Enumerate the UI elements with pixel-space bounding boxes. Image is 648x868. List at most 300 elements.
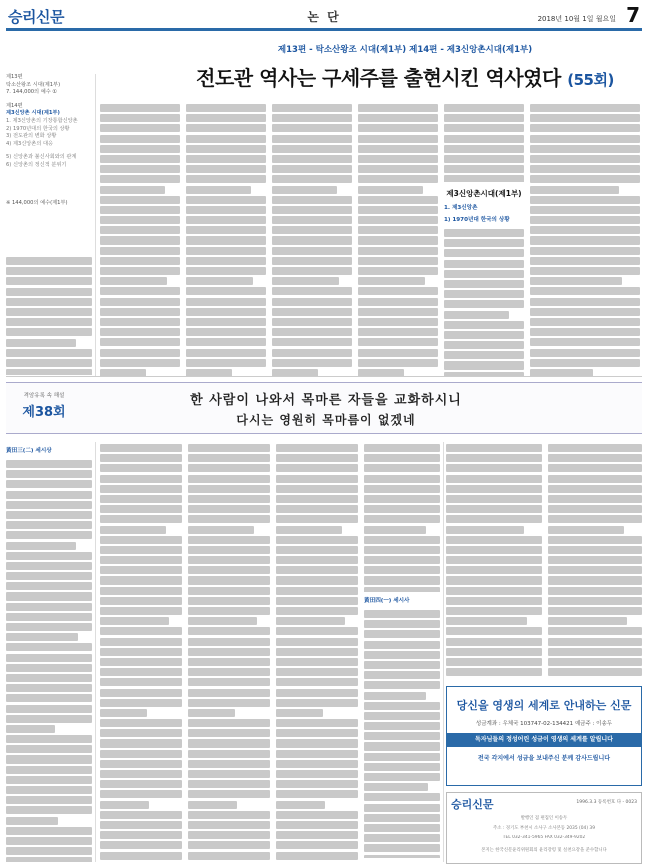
text-line — [276, 454, 358, 462]
text-line — [272, 369, 318, 376]
text-line — [100, 546, 182, 554]
text-line — [188, 790, 270, 798]
text-line — [188, 464, 270, 472]
text-line — [100, 556, 182, 564]
text-line — [530, 124, 640, 132]
text-line — [100, 576, 182, 584]
toc-item: 5) 신앙촌과 불신사회와의 관계 — [6, 154, 77, 161]
text-line — [276, 689, 358, 697]
text-line — [358, 257, 438, 265]
text-line — [276, 464, 358, 472]
text-line — [364, 556, 440, 564]
text-line — [100, 821, 182, 829]
text-line — [188, 515, 270, 523]
lower-column-7 — [548, 442, 642, 678]
text-line — [188, 546, 270, 554]
text-line — [186, 175, 266, 183]
text-line — [188, 668, 270, 676]
text-line — [6, 318, 92, 326]
text-line — [188, 495, 270, 503]
text-line — [272, 298, 352, 306]
text-line — [6, 257, 92, 265]
text-line — [530, 186, 619, 194]
text-line — [188, 485, 270, 493]
text-line — [100, 257, 180, 265]
text-line — [530, 236, 640, 244]
text-line — [364, 661, 440, 669]
toc-item: 1. 제3신앙촌의 기장통합신앙촌 — [6, 117, 78, 124]
text-line — [364, 804, 440, 812]
text-line — [188, 607, 270, 615]
text-line — [186, 236, 266, 244]
text-line — [100, 369, 146, 376]
text-line — [188, 638, 270, 646]
text-line — [276, 770, 358, 778]
text-line — [186, 114, 266, 122]
text-line — [100, 338, 180, 346]
text-line — [444, 290, 524, 298]
text-line — [6, 817, 58, 825]
text-line — [186, 338, 266, 346]
text-line — [186, 247, 266, 255]
toc-item-highlight: 제3신앙촌 시대(제1부) — [6, 110, 60, 117]
text-line — [272, 135, 352, 143]
text-line — [186, 349, 266, 357]
text-line — [548, 617, 627, 625]
text-line — [272, 186, 337, 194]
text-line — [446, 648, 542, 656]
text-line — [276, 841, 358, 849]
text-line — [6, 796, 92, 804]
text-line — [446, 495, 542, 503]
text-line — [276, 546, 358, 554]
text-line — [530, 267, 640, 275]
body-column-1 — [6, 255, 92, 375]
text-line — [364, 566, 440, 574]
column-text-bottom — [444, 227, 524, 376]
text-line — [446, 505, 542, 513]
text-line — [186, 145, 266, 153]
text-line — [100, 485, 182, 493]
section-title: 논 단 — [307, 10, 341, 24]
text-line — [530, 226, 640, 234]
text-line — [446, 515, 542, 523]
text-line — [358, 298, 438, 306]
text-line — [186, 287, 266, 295]
text-line — [6, 664, 92, 672]
lower-column-1 — [6, 442, 92, 862]
sidebar-section-heading: ※ 144,000의 예수(제1부) — [6, 199, 68, 206]
text-line — [530, 257, 640, 265]
body-column-5 — [358, 102, 438, 376]
text-line — [272, 349, 352, 357]
text-line — [188, 658, 270, 666]
column-text-top — [444, 102, 524, 182]
text-line — [444, 321, 524, 329]
banner-quote-line1: 한 사람이 나와서 목마른 자들을 교화하시니 — [190, 393, 462, 408]
text-line — [6, 511, 92, 519]
text-line — [6, 847, 92, 855]
text-line — [6, 491, 92, 499]
text-line — [272, 114, 352, 122]
text-line — [100, 155, 180, 163]
text-line — [186, 196, 266, 204]
article-title — [170, 62, 640, 91]
text-line — [530, 206, 640, 214]
text-line — [100, 566, 182, 574]
text-line — [276, 780, 358, 788]
text-line — [6, 470, 92, 478]
section-divider — [6, 376, 642, 377]
text-line — [6, 552, 92, 560]
text-line — [364, 495, 440, 503]
text-line — [446, 454, 542, 462]
toc-item: 4) 제3신앙촌의 대응 — [6, 140, 54, 147]
text-line — [272, 287, 352, 295]
text-line — [100, 104, 180, 112]
series-subheading: 1. 제3신앙촌 — [444, 205, 478, 211]
text-line — [530, 216, 640, 224]
text-line — [364, 753, 440, 761]
text-line — [530, 196, 640, 204]
text-line — [548, 505, 642, 513]
article-subtitle: 제13편 - 탁소산왕조 시대(제1부) 제14편 - 제3신앙촌시대(제1부) — [277, 45, 533, 55]
text-line — [444, 165, 524, 173]
info-box-account: 성금계좌 : 우체국 103747-02-134421 예금주 : 이송두 — [475, 721, 613, 727]
text-line — [188, 587, 270, 595]
text-line — [364, 834, 440, 842]
text-line — [100, 648, 182, 656]
text-line — [364, 651, 440, 659]
text-line — [6, 806, 92, 814]
text-line — [186, 308, 266, 316]
text-line — [276, 515, 358, 523]
text-line — [188, 709, 235, 717]
text-line — [100, 175, 180, 183]
text-line — [444, 341, 524, 349]
text-line — [444, 155, 524, 163]
text-line — [548, 566, 642, 574]
text-line — [364, 855, 440, 859]
text-line — [530, 359, 640, 367]
text-line — [188, 678, 270, 686]
text-line — [364, 824, 440, 832]
text-line — [444, 331, 524, 339]
text-line — [446, 556, 542, 564]
text-line — [530, 155, 640, 163]
text-line — [100, 852, 182, 860]
text-line — [548, 638, 642, 646]
text-line — [548, 556, 642, 564]
text-line — [446, 617, 527, 625]
text-line — [6, 521, 92, 529]
text-line — [444, 270, 524, 278]
text-line — [100, 597, 182, 605]
text-line — [364, 814, 440, 822]
text-line — [6, 308, 92, 316]
toc-item: 2) 1970년대의 한국의 상황 — [6, 125, 70, 132]
text-line — [6, 460, 92, 468]
text-line — [530, 369, 593, 376]
series-heading-mid: 제3신앙촌시대(제1부) — [446, 189, 522, 198]
text-line — [364, 732, 440, 740]
text-line — [188, 689, 270, 697]
body-column-7 — [530, 102, 640, 376]
text-line — [6, 654, 92, 662]
text-line — [276, 607, 358, 615]
text-line — [6, 328, 92, 336]
text-line — [276, 536, 358, 544]
text-line — [188, 526, 254, 534]
text-line — [100, 607, 182, 615]
text-line — [100, 709, 147, 717]
text-line — [364, 692, 426, 700]
text-line — [548, 464, 642, 472]
text-line — [6, 776, 92, 784]
text-line — [6, 674, 92, 682]
lower-column-heading: 黃田三(二) 세시상 — [6, 448, 52, 454]
text-line — [100, 760, 182, 768]
text-line — [358, 135, 438, 143]
text-line — [276, 597, 358, 605]
text-line — [444, 145, 524, 153]
column-text-top — [364, 442, 440, 592]
text-line — [364, 444, 440, 452]
text-line — [364, 702, 440, 710]
text-line — [276, 709, 323, 717]
text-line — [272, 328, 352, 336]
text-line — [6, 705, 92, 713]
column-divider — [443, 442, 444, 862]
text-line — [276, 821, 358, 829]
text-line — [446, 546, 542, 554]
text-line — [358, 196, 438, 204]
text-line — [272, 124, 352, 132]
lower-column-heading: 黃田四(ㅡ) 세시사 — [364, 598, 410, 604]
text-line — [6, 735, 92, 743]
text-line — [276, 638, 358, 646]
text-line — [188, 811, 270, 819]
text-line — [358, 206, 438, 214]
text-line — [276, 739, 358, 747]
text-line — [6, 369, 92, 375]
text-line — [6, 277, 92, 285]
text-line — [272, 236, 352, 244]
text-line — [188, 852, 270, 860]
text-line — [530, 175, 640, 183]
text-line — [364, 742, 440, 750]
text-line — [358, 349, 438, 357]
text-line — [100, 739, 182, 747]
text-line — [446, 526, 524, 534]
text-line — [444, 229, 524, 237]
text-line — [548, 536, 642, 544]
text-line — [446, 576, 542, 584]
text-line — [276, 831, 358, 839]
text-line — [276, 576, 358, 584]
text-line — [358, 236, 438, 244]
body-column-2 — [100, 102, 180, 376]
text-line — [364, 783, 428, 791]
text-line — [188, 454, 270, 462]
text-line — [276, 526, 342, 534]
body-column-4 — [272, 102, 352, 376]
text-line — [6, 766, 92, 774]
text-line — [100, 186, 165, 194]
text-line — [100, 790, 182, 798]
text-line — [100, 247, 180, 255]
badge-label: 격암유록 속 해설 — [23, 393, 65, 399]
toc-group — [6, 154, 91, 169]
text-line — [530, 308, 640, 316]
text-line — [186, 277, 253, 285]
text-line — [530, 277, 622, 285]
text-line — [272, 257, 352, 265]
body-column-3 — [186, 102, 266, 376]
text-line — [100, 475, 182, 483]
text-line — [444, 311, 509, 319]
text-line — [358, 247, 438, 255]
text-line — [444, 300, 524, 308]
text-line — [6, 755, 92, 763]
toc-item: 제14편 — [6, 102, 23, 109]
text-line — [530, 104, 640, 112]
text-line — [446, 627, 542, 635]
text-line — [6, 643, 92, 651]
text-line — [444, 175, 524, 182]
text-line — [276, 658, 358, 666]
text-line — [100, 505, 182, 513]
text-line — [6, 857, 92, 862]
text-line — [444, 104, 524, 112]
text-line — [100, 638, 182, 646]
text-line — [100, 678, 182, 686]
text-line — [276, 475, 358, 483]
text-line — [358, 226, 438, 234]
text-line — [364, 536, 440, 544]
text-line — [188, 536, 270, 544]
text-line — [530, 298, 640, 306]
article-episode-number: (55회) — [567, 71, 614, 89]
text-line — [548, 475, 642, 483]
info-box-thanks: 전국 각지에서 성금을 보내주신 분께 감사드립니다 — [477, 755, 611, 762]
text-line — [364, 576, 440, 584]
text-line — [272, 226, 352, 234]
text-line — [358, 165, 438, 173]
text-line — [364, 763, 440, 771]
text-line — [358, 308, 438, 316]
text-line — [272, 308, 352, 316]
text-line — [100, 811, 182, 819]
text-line — [6, 542, 76, 550]
lower-column-4 — [276, 442, 358, 862]
text-line — [276, 678, 358, 686]
text-line — [186, 165, 266, 173]
text-line — [444, 260, 524, 268]
text-line — [276, 852, 358, 860]
text-line — [446, 638, 542, 646]
text-line — [364, 475, 440, 483]
text-line — [100, 165, 180, 173]
text-line — [364, 526, 426, 534]
text-line — [276, 505, 358, 513]
text-line — [444, 124, 524, 132]
text-line — [188, 475, 270, 483]
lower-column-6 — [446, 442, 542, 678]
text-line — [276, 627, 358, 635]
text-line — [272, 175, 352, 183]
text-line — [100, 729, 182, 737]
toc-group — [6, 74, 91, 97]
column-text — [6, 458, 92, 862]
text-line — [272, 359, 352, 367]
text-line — [446, 464, 542, 472]
article-title-text: 전도관 역사는 구세주를 출현시킨 역사였다 — [196, 66, 561, 90]
text-line — [100, 236, 180, 244]
text-line — [272, 247, 352, 255]
text-line — [186, 267, 266, 275]
text-line — [358, 114, 438, 122]
text-line — [444, 361, 524, 369]
text-line — [364, 712, 440, 720]
text-line — [100, 658, 182, 666]
text-line — [6, 684, 92, 692]
text-line — [530, 135, 640, 143]
text-line — [446, 566, 542, 574]
text-line — [548, 515, 642, 523]
text-line — [364, 587, 440, 592]
text-line — [530, 349, 640, 357]
lower-column-2 — [100, 442, 182, 862]
text-line — [548, 668, 642, 676]
text-line — [276, 729, 358, 737]
text-line — [358, 216, 438, 224]
text-line — [186, 298, 266, 306]
text-line — [530, 318, 640, 326]
text-line — [6, 480, 92, 488]
text-line — [358, 124, 438, 132]
text-line — [446, 597, 542, 605]
text-line — [100, 359, 180, 367]
text-line — [272, 155, 352, 163]
text-line — [186, 124, 266, 132]
text-line — [188, 444, 270, 452]
text-line — [186, 226, 266, 234]
text-line — [188, 597, 270, 605]
text-line — [358, 145, 438, 153]
quote-banner — [6, 382, 642, 434]
text-line — [364, 546, 440, 554]
text-line — [100, 719, 182, 727]
text-line — [186, 135, 266, 143]
text-line — [548, 495, 642, 503]
text-line — [100, 308, 180, 316]
text-line — [188, 821, 270, 829]
text-line — [6, 267, 92, 275]
text-line — [6, 298, 92, 306]
text-line — [6, 837, 92, 845]
lower-column-5 — [364, 442, 440, 862]
series-subheading-2: 1) 1970년대 한국의 상황 — [444, 217, 510, 223]
text-line — [100, 689, 182, 697]
text-line — [6, 339, 76, 347]
text-line — [364, 620, 440, 628]
text-line — [446, 607, 542, 615]
text-line — [364, 485, 440, 493]
text-line — [100, 780, 182, 788]
text-line — [186, 369, 232, 376]
text-line — [100, 587, 182, 595]
